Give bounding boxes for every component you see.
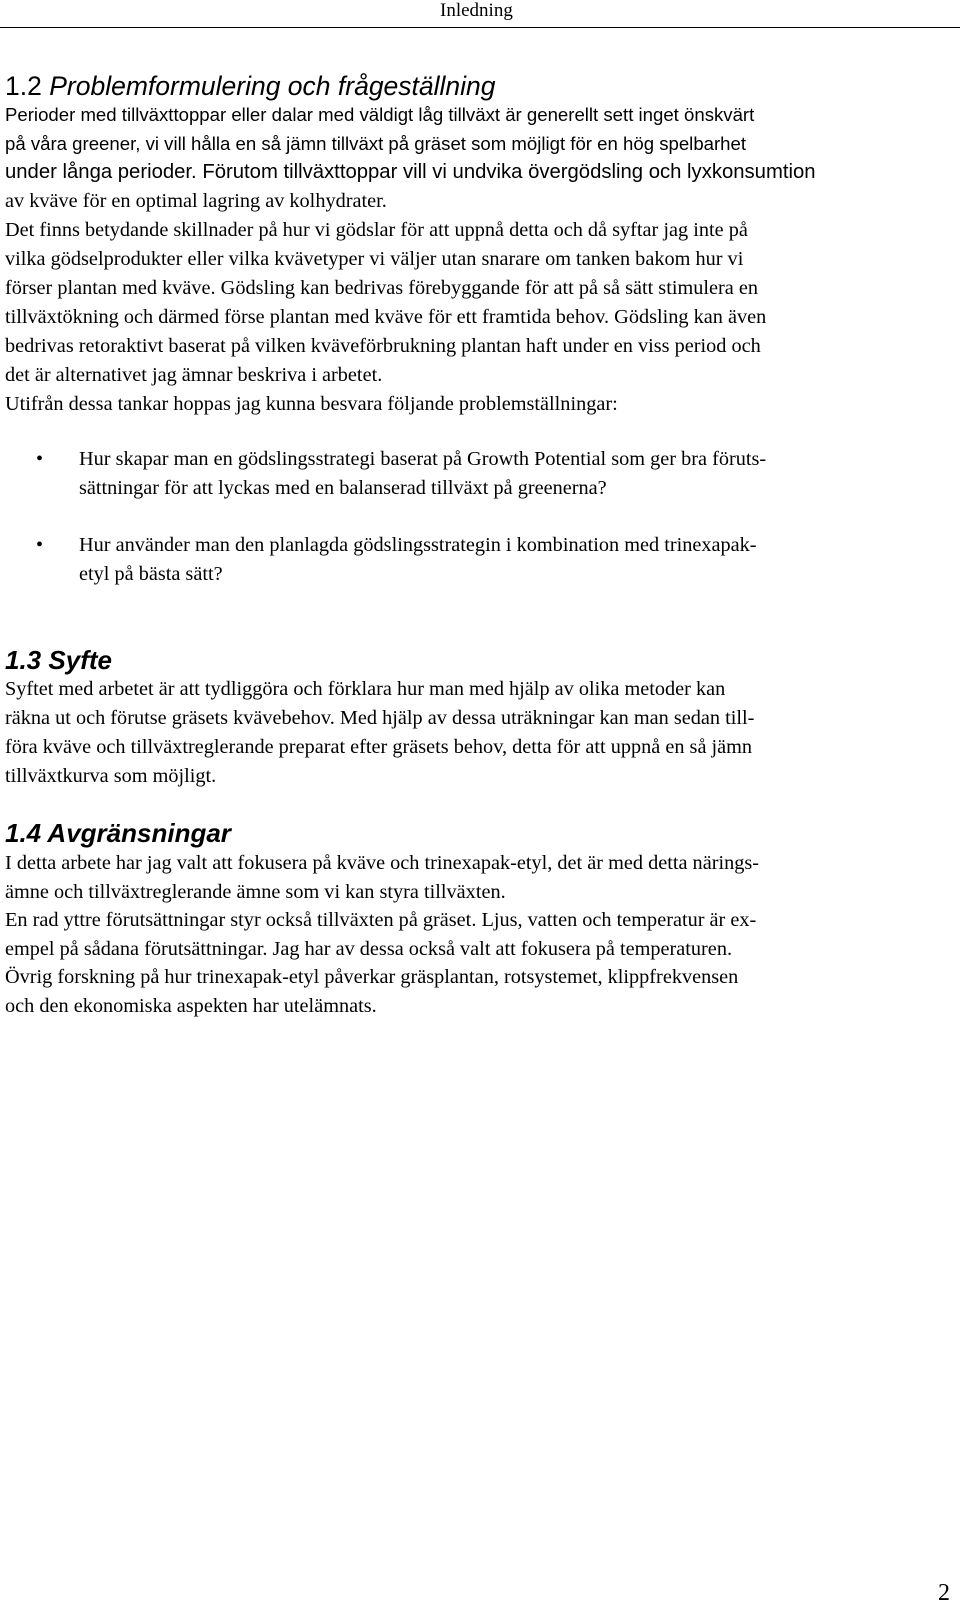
paragraph-avgransning-fokus [5,849,955,907]
text-line: sättningar för att lyckas med en balanserad tillväxt på greenerna? [79,477,607,499]
text-line: på våra greener, vi vill hålla en så jämn tillväxt på gräset som möjligt för en hög spelbarhet [5,133,747,154]
bullet-icon: • [36,448,44,470]
paragraph-problemstallningar [5,390,955,419]
text-line-part: under långa perioder. Förutom tillväxttoppar vill vi undvika övergödsling och lyxkonsumtion [5,161,816,183]
text-line: vilka gödselprodukter eller vilka kvävetyper vi väljer utan snarare om tanken bakom hur vi [5,248,744,270]
section-heading-syfte [5,644,112,676]
text-line: Utifrån dessa tankar hoppas jag kunna besvara följande problemställningar: [5,393,618,415]
section-heading-problemformulering [5,70,496,102]
text-line: tillväxtökning och därmed förse plantan med kväve för ett framtida behov. Gödsling kan även [5,306,767,328]
text-line: etyl på bästa sätt? [79,563,223,585]
paragraph-avgransning-yttre [5,906,955,964]
section-number: 1.2 [5,71,42,101]
text-line [5,158,955,187]
text-line: och den ekonomiska aspekten har utelämnats. [5,995,377,1017]
text-line: empel på sådana förutsättningar. Jag har av dessa också valt att fokusera på temperaturen. [5,938,733,960]
text-line: Hur skapar man en gödslingsstrategi baserat på Growth Potential som ger bra föruts- [79,448,767,470]
running-header-title: Inledning [440,0,513,21]
question-text [79,531,949,589]
section-number: 1.3 [5,645,42,675]
text-line: förser plantan med kväve. Gödsling kan bedrivas förebyggande för att på så sätt stimulera en [5,277,758,299]
text-line: föra kväve och tillväxtreglerande preparat efter gräsets behov, detta för att uppnå en så jämn [5,736,753,758]
paragraph-avgransning-ovrig [5,963,955,1021]
text-line: Det finns betydande skillnader på hur vi gödslar för att uppnå detta och då syftar jag inte på [5,219,748,241]
paragraph-syfte [5,675,955,791]
bullet-icon: • [36,534,44,556]
section-heading-avgransningar [5,817,231,849]
text-line: Övrig forskning på hur trinexapak-etyl påverkar gräsplantan, rotsystemet, klippfrekvensen [5,966,739,988]
text-line: En rad yttre förutsättningar styr också tillväxten på gräset. Ljus, vatten och temperatur är ex- [5,909,757,931]
text-line: räkna ut och förutse gräsets kvävebehov. Med hjälp av dessa uträkningar kan man sedan till- [5,707,755,729]
section-title: Avgränsningar [47,818,231,848]
text-line: Syftet med arbetet är att tydliggöra och förklara hur man med hjälp av olika metoder kan [5,678,726,700]
text-line: tillväxtkurva som möjligt. [5,765,217,787]
section-number: 1.4 [5,818,42,848]
paragraph-godsling [5,216,955,390]
text-line: av kväve för en optimal lagring av kolhydrater. [5,190,387,212]
text-line: I detta arbete har jag valt att fokusera på kväve och trinexapak-etyl, det är med detta närings- [5,852,760,874]
text-line: bedrivas retoraktivt baserat på vilken kväveförbrukning plantan haft under en viss period och [5,335,761,357]
text-line: Perioder med tillväxttoppar eller dalar med väldigt låg tillväxt är generellt sett inget önskvärt [5,104,755,125]
text-line: det är alternativet jag ämnar beskriva i arbetet. [5,364,383,386]
question-text [79,445,949,503]
text-line: Hur använder man den planlagda gödslingsstrategin i kombination med trinexapak- [79,534,757,556]
section-title: Syfte [48,645,112,675]
section-title: Problemformulering och frågeställning [49,71,496,101]
page-number: 2 [938,1580,950,1606]
running-header [0,0,960,28]
text-line: ämne och tillväxtreglerande ämne som vi kan styra tillväxten. [5,881,506,903]
paragraph-intro [5,100,955,216]
